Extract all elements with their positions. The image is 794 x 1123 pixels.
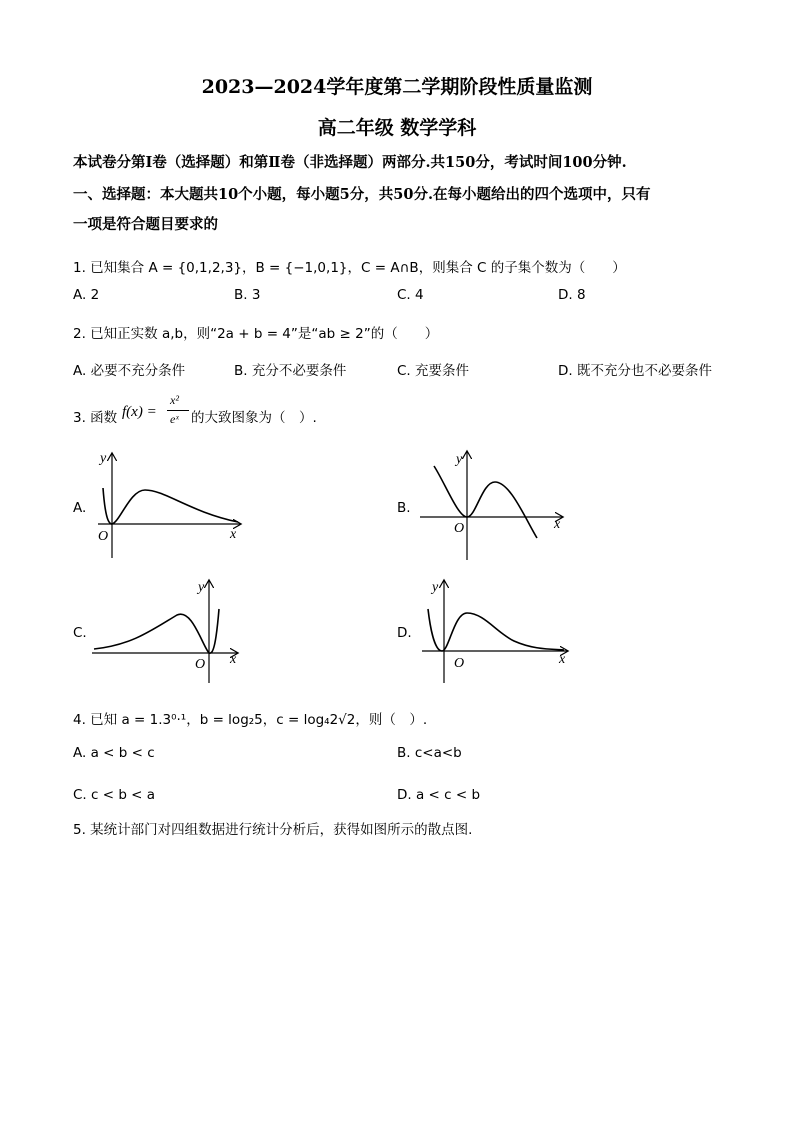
curve bbox=[103, 488, 238, 524]
graph-a bbox=[90, 450, 250, 560]
question-4-option-a: A. a < b < c bbox=[73, 745, 155, 761]
y-label: y bbox=[198, 580, 205, 595]
x-label: x bbox=[554, 517, 561, 532]
curve bbox=[428, 609, 564, 651]
question-2-option-c: C. 充要条件 bbox=[397, 363, 470, 379]
question-3-option-d: D. bbox=[397, 625, 412, 641]
graph-d bbox=[422, 575, 572, 685]
question-1-stem: 1. 已知集合 A = {0,1,2,3}，B = {−1,0,1}，C = A∩B，则集合 C 的子集个数为（ ） bbox=[73, 260, 626, 276]
question-2-stem: 2. 已知正实数 a,b，则“2a + b = 4”是“ab ≥ 2”的（ ） bbox=[73, 326, 439, 342]
question-3-fx: f(x) = bbox=[122, 404, 157, 420]
graph-c bbox=[92, 575, 247, 685]
question-3-numerator: x² bbox=[170, 393, 179, 407]
question-2-option-b: B. 充分不必要条件 bbox=[234, 363, 347, 379]
question-4-option-c: C. c < b < a bbox=[73, 787, 156, 803]
question-2-option-a: A. 必要不充分条件 bbox=[73, 363, 186, 379]
y-label: y bbox=[456, 452, 463, 467]
page-subtitle: 高二年级 数学学科 bbox=[317, 117, 477, 139]
question-4-option-b: B. c<a<b bbox=[397, 745, 462, 761]
question-1-option-c: C. 4 bbox=[397, 287, 424, 303]
question-3-option-b: B. bbox=[397, 500, 411, 516]
page-title: 2023—2024学年度第二学期阶段性质量监测 bbox=[201, 76, 593, 98]
section-heading-line2: 一项是符合题目要求的 bbox=[73, 216, 218, 233]
curve bbox=[434, 466, 537, 538]
question-5-stem: 5. 某统计部门对四组数据进行统计分析后，获得如图所示的散点图. bbox=[73, 822, 473, 838]
question-3-stem-suffix: 的大致图象为（ ）. bbox=[191, 410, 317, 426]
question-4-option-d: D. a < c < b bbox=[397, 787, 481, 803]
question-3-option-c: C. bbox=[73, 625, 87, 641]
curve bbox=[94, 609, 219, 653]
question-1-option-b: B. 3 bbox=[234, 287, 261, 303]
origin-label: O bbox=[98, 529, 109, 544]
question-3-denominator: eˣ bbox=[170, 412, 179, 426]
graph-b bbox=[420, 448, 570, 563]
question-4-stem: 4. 已知 a = 1.3⁰·¹，b = log₂5，c = log₄2√2，则（ ）. bbox=[73, 712, 428, 728]
x-label: x bbox=[559, 652, 566, 667]
question-3-option-a: A. bbox=[73, 500, 87, 516]
x-label: x bbox=[230, 652, 237, 667]
fraction-bar bbox=[167, 410, 189, 411]
exam-intro: 本试卷分第Ⅰ卷（选择题）和第Ⅱ卷（非选择题）两部分.共150分，考试时间100分钟. bbox=[73, 154, 627, 171]
question-2-option-d: D. 既不充分也不必要条件 bbox=[558, 363, 712, 379]
origin-label: O bbox=[195, 657, 206, 672]
y-label: y bbox=[100, 451, 107, 466]
origin-label: O bbox=[454, 521, 465, 536]
section-heading-line1: 一、选择题：本大题共10个小题，每小题5分，共50分.在每小题给出的四个选项中，只有 bbox=[73, 186, 651, 203]
origin-label: O bbox=[454, 656, 465, 671]
question-1-option-d: D. 8 bbox=[558, 287, 586, 303]
question-1-option-a: A. 2 bbox=[73, 287, 100, 303]
question-3-stem-prefix: 3. 函数 bbox=[73, 410, 118, 426]
x-label: x bbox=[230, 527, 237, 542]
y-label: y bbox=[432, 580, 439, 595]
